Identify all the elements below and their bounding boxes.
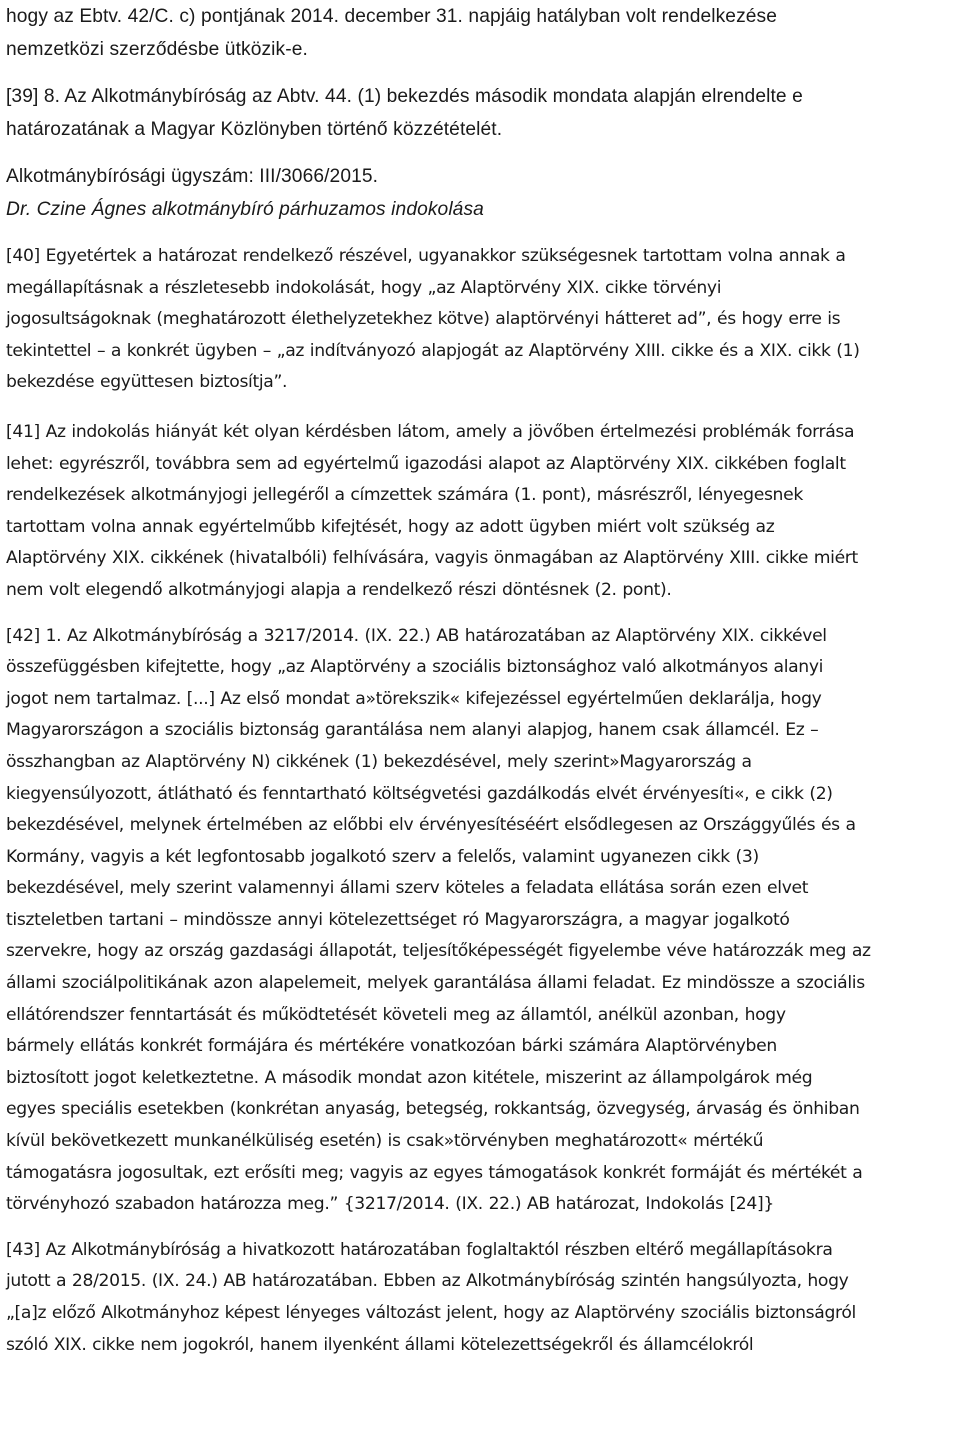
header-line: hogy az Ebtv. 42/C. c) pontjának 2014. december 31. napjáig hatályban volt rendelkezése bbox=[6, 6, 777, 27]
paragraph-line: [42] 1. Az Alkotmánybíróság a 3217/2014. (IX. 22.) AB határozatában az Alaptörvény XIX. cikkével bbox=[6, 625, 827, 646]
document-page bbox=[6, 0, 951, 1361]
paragraph-line: [40] Egyetértek a határozat rendelkező részével, ugyanakkor szükségesnek tartottam volna annak a bbox=[6, 246, 846, 266]
paragraph-line: Magyarországon a szociális biztonság garantálása nem alanyi alapjog, hanem csak államcél. Ez – bbox=[6, 720, 819, 741]
paragraph-line: bármely ellátás konkrét formájára és mértékére vonatkozóan bárki számára Alaptörvényben bbox=[6, 1036, 777, 1057]
paragraph-line: jogot nem tartalmaz. [...] Az első mondat a»törekszik« kifejezéssel egyértelműen deklarálja, hogy bbox=[6, 688, 822, 709]
paragraph-line: bekezdése együttesen biztosítja”. bbox=[6, 372, 288, 393]
paragraph-line: kiegyensúlyozott, átlátható és fenntartható költségvetési gazdálkodás elvét érvényesíti«, e cikk (2) bbox=[6, 783, 833, 804]
paragraph-39-line: [39] 8. Az Alkotmánybíróság az Abtv. 44. (1) bekezdés második mondata alapján elrendelte e bbox=[6, 86, 803, 107]
paragraph-line: nem volt elegendő alkotmányjogi alapja a rendelkező részi döntésnek (2. pont). bbox=[6, 579, 672, 600]
paragraph-line: [41] Az indokolás hiányát két olyan kérdésben látom, amely a jövőben értelmezési problémák forrása bbox=[6, 421, 855, 442]
paragraph-39-line: határozatának a Magyar Közlönyben történő közzétételét. bbox=[6, 119, 503, 140]
top-block bbox=[6, 0, 951, 226]
paragraph-line: tiszteletben tartani – mindössze annyi kötelezettséget ró Magyarországra, a magyar jogalkotó bbox=[6, 909, 790, 930]
paragraph-line: ellátórendszer fenntartását és működtetését követeli meg az államtól, anélkül azonban, hogy bbox=[6, 1004, 786, 1025]
paragraph-line: tartottam volna annak egyértelműbb kifejtését, hogy az adott ügyben miért volt szükség az bbox=[6, 516, 775, 537]
paragraph-line: rendelkezések alkotmányjogi jellegéről a címzettek számára (1. pont), másrészről, lényegesnek bbox=[6, 485, 803, 506]
paragraph-line: kívül bekövetkezett munkanélküliség esetén) is csak»törvényben meghatározott« mértékű bbox=[6, 1131, 764, 1152]
paragraph-43 bbox=[6, 1235, 951, 1361]
paragraph-line: szervekre, hogy az ország gazdasági állapotát, teljesítőképességét figyelembe véve határozzák meg az bbox=[6, 941, 871, 962]
paragraph-line: összefüggésben kifejtette, hogy „az Alaptörvény a szociális biztonsághoz való alkotmányos alanyi bbox=[6, 657, 824, 678]
paragraph-line: Alaptörvény XIX. cikkének (hivatalbóli) felhívására, vagyis önmagában az Alaptörvény XIII. cikke miért bbox=[6, 548, 858, 569]
paragraph-line: bekezdésével, melynek értelmében az előbbi elv érvényesítéséért elsődlegesen az Országgyűlés és a bbox=[6, 815, 856, 836]
paragraph-line: törvényhozó szabadon határozza meg.” {3217/2014. (IX. 22.) AB határozat, Indokolás [24]} bbox=[6, 1194, 774, 1215]
paragraph-line: állami szociálpolitikának azon alapelemeit, melyek garantálása állami feladat. Ez mindössze a szociális bbox=[6, 973, 865, 994]
paragraph-line: jogosultságoknak (meghatározott élethelyzetekhez kötve) alaptörvényi hátteret ad”, és hogy erre is bbox=[6, 309, 841, 330]
paragraph-line: biztosított jogot keletkeztetne. A második mondat azon kitétele, miszerint az állampolgárok még bbox=[6, 1067, 813, 1088]
paragraph-line: lehet: egyrészről, továbbra sem ad egyértelmű igazodási alapot az Alaptörvény XIX. cikkében foglalt bbox=[6, 453, 846, 474]
paragraph-line: megállapításnak a részletesebb indokolását, hogy „az Alaptörvény XIX. cikke törvényi bbox=[6, 277, 722, 298]
paragraph-line: bekezdésével, mely szerint valamennyi állami szerv köteles a feladata ellátása során ezen elvet bbox=[6, 878, 809, 899]
header-line: nemzetközi szerződésbe ütközik-e. bbox=[6, 39, 308, 60]
paragraph-line: egyes speciális esetekben (konkrétan anyaság, betegség, rokkantság, özvegység, árvaság és önhiban bbox=[6, 1099, 860, 1120]
paragraph-line: jutott a 28/2015. (IX. 24.) AB határozatában. Ebben az Alkotmánybíróság szintén hangsúlyozta, hogy bbox=[6, 1271, 849, 1292]
paragraph-40 bbox=[6, 241, 951, 399]
paragraph-41 bbox=[6, 417, 951, 607]
paragraph-line: összhangban az Alaptörvény N) cikkének (1) bekezdésével, mely szerint»Magyarország a bbox=[6, 751, 752, 772]
opinion-body bbox=[6, 241, 951, 1361]
case-number: Alkotmánybírósági ügyszám: III/3066/2015. bbox=[6, 166, 379, 187]
paragraph-line: [43] Az Alkotmánybíróság a hivatkozott határozatában foglaltaktól részben eltérő megállapításokra bbox=[6, 1239, 833, 1260]
paragraph-42 bbox=[6, 621, 951, 1221]
paragraph-line: szóló XIX. cikke nem jogokról, hanem ilyenként állami kötelezettségekről és államcélokról bbox=[6, 1334, 754, 1355]
opinion-heading: Dr. Czine Ágnes alkotmánybíró párhuzamos indokolása bbox=[6, 199, 484, 220]
paragraph-line: „[a]z előző Alkotmányhoz képest lényeges változást jelent, hogy az Alaptörvény szociális biztonságról bbox=[6, 1303, 856, 1323]
paragraph-line: tekintettel – a konkrét ügyben – „az indítványozó alapjogát az Alaptörvény XIII. cikke és a XIX. cikk (1) bbox=[6, 340, 860, 361]
paragraph-line: Kormány, vagyis a két legfontosabb jogalkotó szerv a felelős, valamint ugyanezen cikk (3) bbox=[6, 846, 759, 867]
paragraph-line: támogatásra jogosultak, ezt erősíti meg; vagyis az egyes támogatások konkrét formáját és mértékét a bbox=[6, 1162, 863, 1183]
